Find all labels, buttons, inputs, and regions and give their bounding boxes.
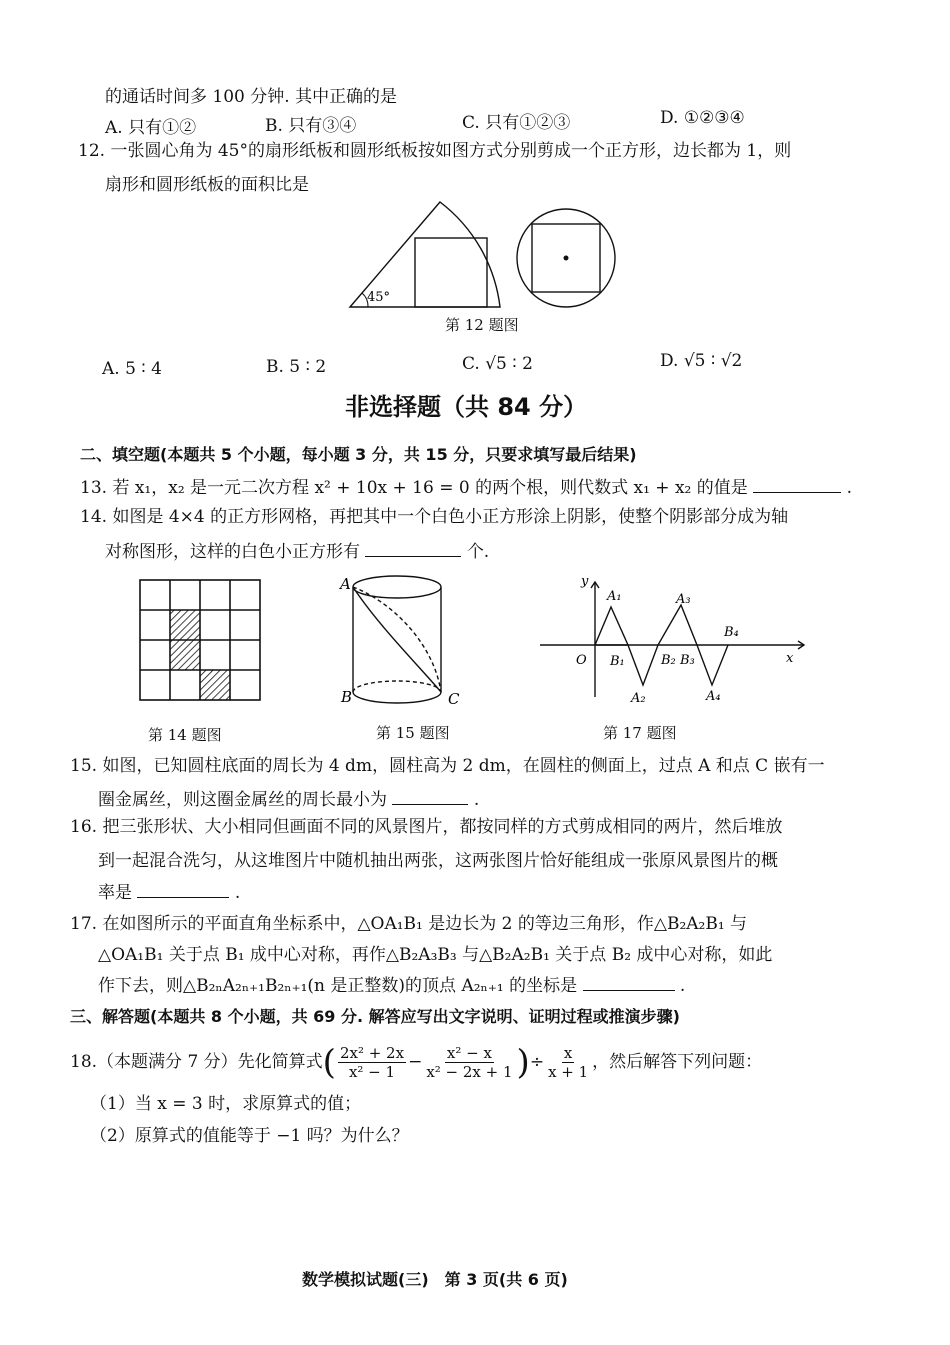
q16-blank <box>137 881 229 898</box>
fraction-3-denominator: x + 1 <box>548 1063 589 1081</box>
q13-end: . <box>846 478 852 498</box>
label-c: C <box>448 690 460 708</box>
q12-figure <box>340 195 600 315</box>
fraction-1-numerator: 2x² + 2x <box>339 1044 405 1062</box>
fraction-2-numerator: x² − x <box>446 1044 492 1062</box>
fraction-2-denominator: x² − 2x + 1 <box>426 1063 513 1081</box>
origin-label: O <box>576 653 587 668</box>
option-a: A. 只有①② <box>105 118 197 138</box>
section-3-heading: 三、解答题(本题共 8 个小题，共 69 分. 解答应写出文字说明、证明过程或推演步骤) <box>70 1007 680 1026</box>
q15-line2 <box>98 788 479 811</box>
q12-caption: 第 12 题图 <box>445 316 519 334</box>
option-c: C. 只有①②③ <box>462 113 571 133</box>
q18-intro: 18.（本题满分 7 分）先化简算式 <box>70 1052 323 1072</box>
axis-x-label: x <box>786 651 794 666</box>
q18-sub2: （2）原算式的值能等于 −1 吗？为什么？ <box>90 1126 409 1146</box>
divide-sign: ÷ <box>529 1052 545 1072</box>
option-d: D. ①②③④ <box>660 108 745 128</box>
label-b2: B₂ <box>661 653 676 668</box>
label-b3: B₃ <box>680 653 695 668</box>
q14-blank <box>365 540 461 557</box>
q13-text: 13. 若 x₁，x₂ 是一元二次方程 x² + 10x + 16 = 0 的两个根，则代数式 x₁ + x₂ 的值是 <box>80 478 748 498</box>
fraction-3-numerator: x <box>563 1044 573 1062</box>
q14-line2-text: 对称图形，这样的白色小正方形有 <box>105 542 360 562</box>
q13-blank <box>753 476 841 493</box>
q17-blank <box>583 974 675 991</box>
q12-line2: 扇形和圆形纸板的面积比是 <box>105 175 309 195</box>
option-b: B. 只有③④ <box>265 116 357 136</box>
fig15-cylinder <box>338 570 468 710</box>
fraction-2 <box>424 1044 514 1081</box>
q12-line1: 12. 一张圆心角为 45°的扇形纸板和圆形纸板按如图方式分别剪成一个正方形，边长都为 1，则 <box>78 141 792 161</box>
q18-expression <box>70 1040 762 1084</box>
angle-label: 45° <box>367 290 391 305</box>
q17-line3-end: . <box>679 976 686 996</box>
fig17-caption: 第 17 题图 <box>603 724 677 742</box>
section-2-heading: 二、填空题(本题共 5 个小题，每小题 3 分，共 15 分，只要求填写最后结果) <box>80 445 637 464</box>
q15-line2-text: 圈金属丝，则这圈金属丝的周长最小为 <box>98 790 387 810</box>
q17-line3 <box>98 974 685 997</box>
q17-line2: △OA₁B₁ 关于点 B₁ 成中心对称，再作△B₂A₃B₃ 与△B₂A₂B₁ 关于点 B₂ 成中心对称，如此 <box>98 945 773 965</box>
q14-line1: 14. 如图是 4×4 的正方形网格，再把其中一个白色小正方形涂上阴影，使整个阴影部分成为轴 <box>80 507 789 527</box>
q14-line2 <box>105 540 489 563</box>
q16-line3-text: 率是 <box>98 883 132 903</box>
q15-line2-end: . <box>473 790 480 810</box>
q16-line3 <box>98 881 240 904</box>
q16-line1: 16. 把三张形状、大小相同但画面不同的风景图片，都按同样的方式剪成相同的两片，然后堆放 <box>70 817 783 837</box>
label-b: B <box>341 688 353 706</box>
fig14-caption: 第 14 题图 <box>148 726 222 744</box>
label-a: A <box>340 575 351 593</box>
fig15-caption: 第 15 题图 <box>376 724 450 742</box>
fraction-3 <box>546 1044 590 1081</box>
q18-sub1: （1）当 x = 3 时，求原算式的值； <box>90 1094 362 1114</box>
q14-line2-end: 个. <box>466 542 490 562</box>
label-b1: B₁ <box>610 654 625 669</box>
q12-option-a: A. 5 ∶ 4 <box>102 359 162 379</box>
minus-sign: − <box>408 1052 423 1072</box>
q17-line1: 17. 在如图所示的平面直角坐标系中，△OA₁B₁ 是边长为 2 的等边三角形，作△B₂A₂B₁ 与 <box>70 914 748 934</box>
q17-line3-text: 作下去，则△B₂ₙA₂ₙ₊₁B₂ₙ₊₁(n 是正整数)的顶点 A₂ₙ₊₁ 的坐标是 <box>98 976 578 996</box>
prev-question-tail: 的通话时间多 100 分钟. 其中正确的是 <box>105 87 398 107</box>
left-paren: ( <box>322 1042 336 1083</box>
fraction-1-denominator: x² − 1 <box>348 1063 396 1081</box>
q13 <box>80 476 852 499</box>
label-a4: A₄ <box>706 689 721 704</box>
label-a3: A₃ <box>676 592 691 607</box>
q12-option-c: C. √5 ∶ 2 <box>462 354 533 374</box>
label-b4: B₄ <box>724 625 739 640</box>
q12-option-d: D. √5 ∶ √2 <box>660 351 743 371</box>
q12-option-b: B. 5 ∶ 2 <box>266 357 327 377</box>
q18-tail: ，然后解答下列问题： <box>592 1052 763 1072</box>
axis-y-label: y <box>581 574 589 589</box>
section-title: 非选择题（共 84 分） <box>345 393 588 421</box>
q16-line2: 到一起混合洗匀，从这堆图片中随机抽出两张，这两张图片恰好能组成一张原风景图片的概 <box>98 851 778 871</box>
q15-blank <box>392 788 468 805</box>
label-a1: A₁ <box>607 589 622 604</box>
page-footer: 数学模拟试题(三) 第 3 页(共 6 页) <box>302 1270 568 1289</box>
label-a2: A₂ <box>631 691 646 706</box>
right-paren: ) <box>516 1042 530 1083</box>
q16-line3-end: . <box>234 883 241 903</box>
q15-line1: 15. 如图，已知圆柱底面的周长为 4 dm，圆柱高为 2 dm，在圆柱的侧面上，过点 A 和点 C 嵌有一 <box>70 756 825 776</box>
fraction-1 <box>338 1044 406 1081</box>
fig14-grid <box>140 580 264 704</box>
fig17-zigzag <box>540 572 810 707</box>
